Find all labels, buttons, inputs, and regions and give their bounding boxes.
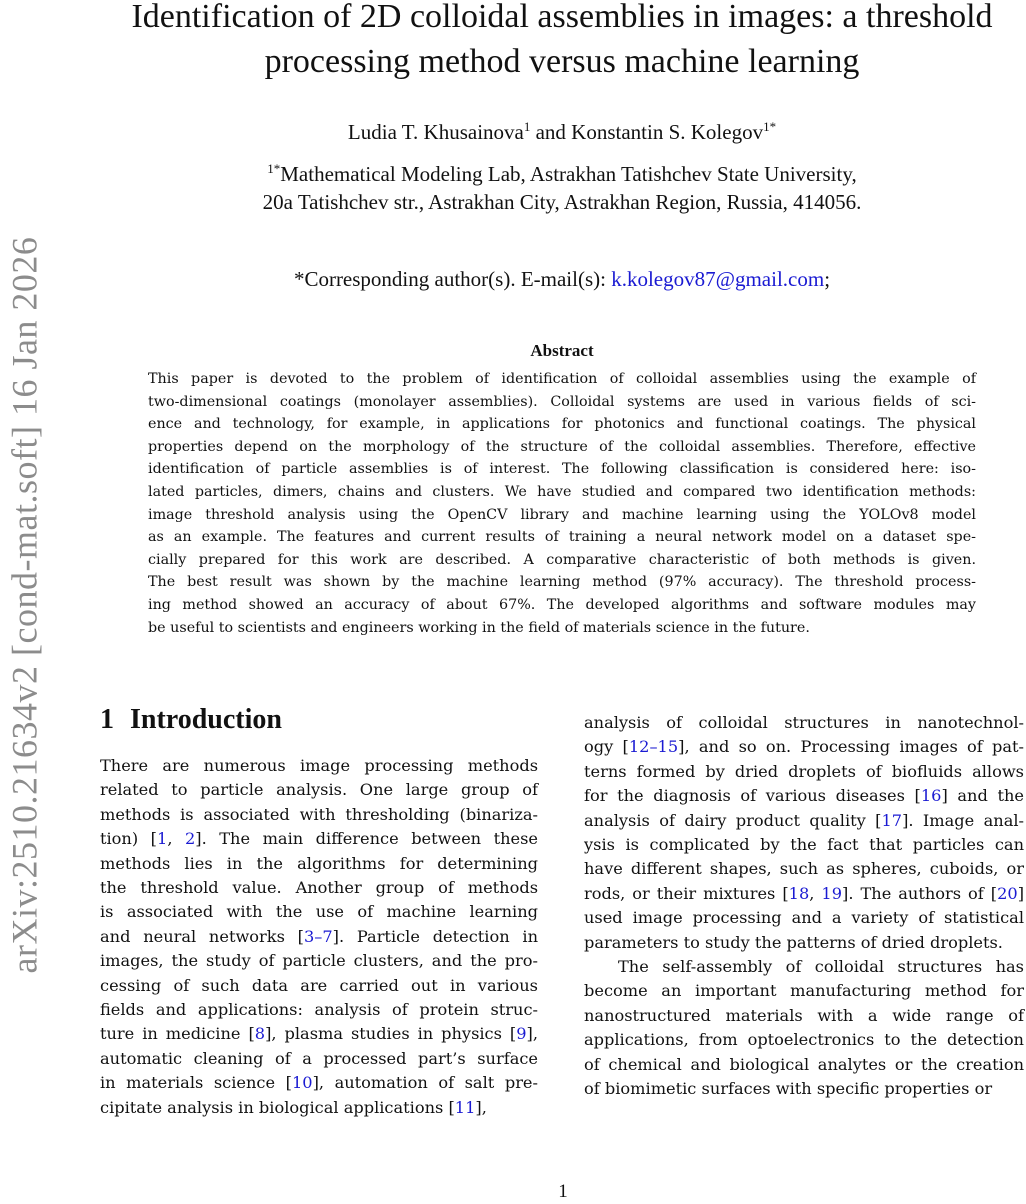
affiliation-line: 20a Tatishchev str., Astrakhan City, Astrakhan Region, Russia, 414056. (262, 190, 862, 214)
citation-link[interactable]: 19 (821, 883, 843, 903)
body-text: , (809, 883, 822, 903)
affiliation-line (100, 160, 1024, 188)
body-text-line (100, 974, 538, 998)
body-text: ogy [ (584, 737, 629, 757)
body-text: parameters to study the patterns of dried droplets. (584, 932, 1003, 952)
abstract-line: cially prepared for this work are described. A comparative characteristic of both methods is given. (148, 551, 976, 568)
paper-title-line-1: Identification of 2D colloidal assemblies in images: a threshold (131, 0, 993, 35)
abstract-line: This paper is devoted to the problem of identification of colloidal assemblies using the example of (148, 371, 976, 387)
abstract-line: two-dimensional coatings (monolayer assemblies). Colloidal systems are used in various fields of sci- (148, 393, 976, 410)
body-text: ysis is complicated by the fact that particles can (584, 835, 1024, 855)
body-text: ], (526, 1024, 538, 1044)
citation-link[interactable]: 10 (291, 1073, 313, 1093)
body-column-left (100, 754, 538, 1120)
body-text: ]. Image anal- (902, 810, 1024, 830)
affiliation (100, 160, 1024, 216)
page-number: 1 (558, 1181, 568, 1202)
citation-link[interactable]: 11 (454, 1097, 476, 1117)
body-text: ], automation of salt pre- (312, 1073, 538, 1093)
body-text-line (100, 827, 538, 851)
citation-link[interactable]: 16 (920, 786, 942, 806)
body-text: in materials science [ (100, 1073, 292, 1093)
abstract-line: be useful to scientists and engineers working in the field of materials science in the future. (148, 619, 810, 636)
author-list (100, 118, 1024, 146)
body-text: images, the study of particle clusters, and the pro- (100, 951, 538, 971)
body-text-line (100, 1047, 538, 1071)
body-text-line (584, 1004, 1024, 1028)
body-text-line (100, 778, 538, 802)
body-text: terns formed by dried droplets of biofluids allows (584, 761, 1024, 781)
section-title: Introduction (130, 704, 282, 735)
abstract-line: The best result was shown by the machine learning method (97% accuracy). The threshold process- (148, 574, 976, 591)
abstract-line: lated particles, dimers, chains and clusters. We have studied and compared two identification methods: (148, 483, 976, 500)
body-text: related to particle analysis. One large group of (100, 780, 538, 800)
body-text: ]. The authors of [ (842, 883, 998, 903)
paper-title (100, 0, 1024, 84)
arxiv-identifier-stamp (0, 180, 48, 1030)
body-text-line (100, 852, 538, 876)
body-text: ] (1017, 883, 1025, 903)
paper-title-line-2: processing method versus machine learning (264, 43, 860, 80)
affiliation-marker: 1* (267, 161, 281, 176)
affiliation-marker: 1 (523, 119, 531, 134)
citation-link[interactable]: 8 (254, 1024, 266, 1044)
citation-link[interactable]: 12–15 (628, 737, 679, 757)
body-text-line (584, 857, 1024, 881)
citation-link[interactable]: 20 (997, 883, 1018, 903)
body-text-line (100, 1022, 538, 1046)
citation-link[interactable]: 17 (881, 810, 903, 830)
body-text: nanostructured materials with a wide range of (584, 1005, 1024, 1025)
body-text: ]. The main difference between these (195, 829, 538, 849)
body-text: rods, or their mixtures [ (584, 883, 789, 903)
body-column-right (584, 711, 1024, 1102)
body-text: of chemical and biological analytes or the creation (584, 1054, 1024, 1074)
body-text-line (100, 949, 538, 973)
corresponding-author-suffix: ; (824, 267, 831, 291)
body-text: is associated with the use of machine learning (100, 902, 538, 922)
body-text: ], and so on. Processing images of pat- (678, 737, 1025, 757)
body-text-line (584, 735, 1024, 759)
abstract-line: ing method showed an accuracy of about 67%. The developed algorithms and software modules may (148, 596, 976, 613)
body-text: cipitate analysis in biological applications [ (100, 1097, 455, 1117)
body-text-line (584, 760, 1024, 784)
body-text: cessing of such data are carried out in various (100, 975, 538, 995)
body-text-line (100, 925, 538, 949)
citation-link[interactable]: 18 (788, 883, 810, 903)
body-text-line (100, 754, 538, 778)
section-number: 1 (100, 704, 114, 735)
citation-link[interactable]: 3–7 (303, 926, 333, 946)
body-text: have different shapes, such as spheres, cuboids, or (584, 859, 1024, 879)
body-text-line (584, 882, 1024, 906)
abstract-line: properties depend on the morphology of the structure of the colloidal assemblies. Therefore, effective (148, 438, 976, 455)
body-text-line (584, 931, 1024, 955)
email-link[interactable]: k.kolegov87@gmail.com (611, 267, 825, 291)
abstract-body (148, 368, 976, 639)
body-text: methods is associated with thresholding (binariza- (100, 804, 538, 824)
body-text-line (584, 809, 1024, 833)
body-text: The self-assembly of colloidal structures has (618, 957, 1024, 977)
abstract-line: identification of particle assemblies is of interest. The following classification is considered here: iso- (148, 461, 976, 478)
body-text: and neural networks [ (100, 926, 304, 946)
citation-link[interactable]: 9 (516, 1024, 527, 1044)
body-text-line (584, 906, 1024, 930)
body-text: analysis of dairy product quality [ (584, 810, 882, 830)
body-text-line (584, 1053, 1024, 1077)
body-text-line (100, 900, 538, 924)
section-heading (100, 702, 282, 738)
body-text: the threshold value. Another group of methods (100, 878, 538, 898)
body-text: methods lies in the algorithms for determining (100, 853, 538, 873)
affiliation-marker: 1* (763, 119, 777, 134)
body-text: ], (475, 1097, 487, 1117)
body-text: ], plasma studies in physics [ (265, 1024, 517, 1044)
corresponding-author (100, 265, 1024, 293)
body-text-line (100, 1096, 538, 1120)
body-text: ture in medicine [ (100, 1024, 255, 1044)
body-text-line (584, 1028, 1024, 1052)
body-text: automatic cleaning of a processed part’s surface (100, 1048, 538, 1068)
author-name: Konstantin S. Kolegov (571, 120, 764, 144)
body-text-line (584, 1077, 1024, 1101)
abstract-line: ence and technology, for example, in applications for photonics and functional coatings. The physical (148, 416, 976, 433)
body-text: for the diagnosis of various diseases [ (584, 786, 921, 806)
abstract-line: image threshold analysis using the OpenCV library and machine learning using the YOLOv8 model (148, 506, 976, 523)
body-text: There are numerous image processing methods (100, 756, 538, 775)
body-text: applications, from optoelectronics to the detection (584, 1030, 1024, 1050)
body-text: tion) [ (100, 829, 157, 849)
arxiv-identifier-text: arXiv:2510.21634v2 [cond-mat.soft] 16 Jan 2026 (4, 236, 45, 974)
body-text: become an important manufacturing method for (584, 981, 1024, 1001)
body-text-line (100, 1071, 538, 1095)
abstract-heading: Abstract (530, 341, 594, 360)
author-name: Ludia T. Khusainova (347, 120, 524, 144)
body-text: of biomimetic surfaces with specific properties or (584, 1079, 993, 1099)
body-text: ] and the (941, 786, 1024, 806)
body-text-line (584, 711, 1024, 735)
abstract-line: as an example. The features and current results of training a neural network model on a dataset spe- (148, 529, 976, 546)
body-text: analysis of colloidal structures in nanotechnol- (584, 713, 1024, 732)
author-connector: and (530, 120, 572, 144)
body-text: fields and applications: analysis of protein struc- (100, 1000, 538, 1020)
citation-link[interactable]: 1 (157, 829, 168, 849)
body-text-line (584, 979, 1024, 1003)
body-text-line (584, 784, 1024, 808)
affiliation-line-1-text: Mathematical Modeling Lab, Astrakhan Tatishchev State University, (280, 162, 857, 186)
body-text-line (584, 833, 1024, 857)
corresponding-author-label: *Corresponding author(s). E-mail(s): (293, 267, 612, 291)
body-text-line (584, 955, 1024, 979)
citation-link[interactable]: 2 (184, 829, 196, 849)
body-text-line (100, 998, 538, 1022)
body-text: used image processing and a variety of statistical (584, 908, 1024, 928)
body-text: , (167, 829, 185, 849)
body-text-line (100, 876, 538, 900)
body-text: ]. Particle detection in (332, 926, 538, 946)
body-text-line (100, 803, 538, 827)
